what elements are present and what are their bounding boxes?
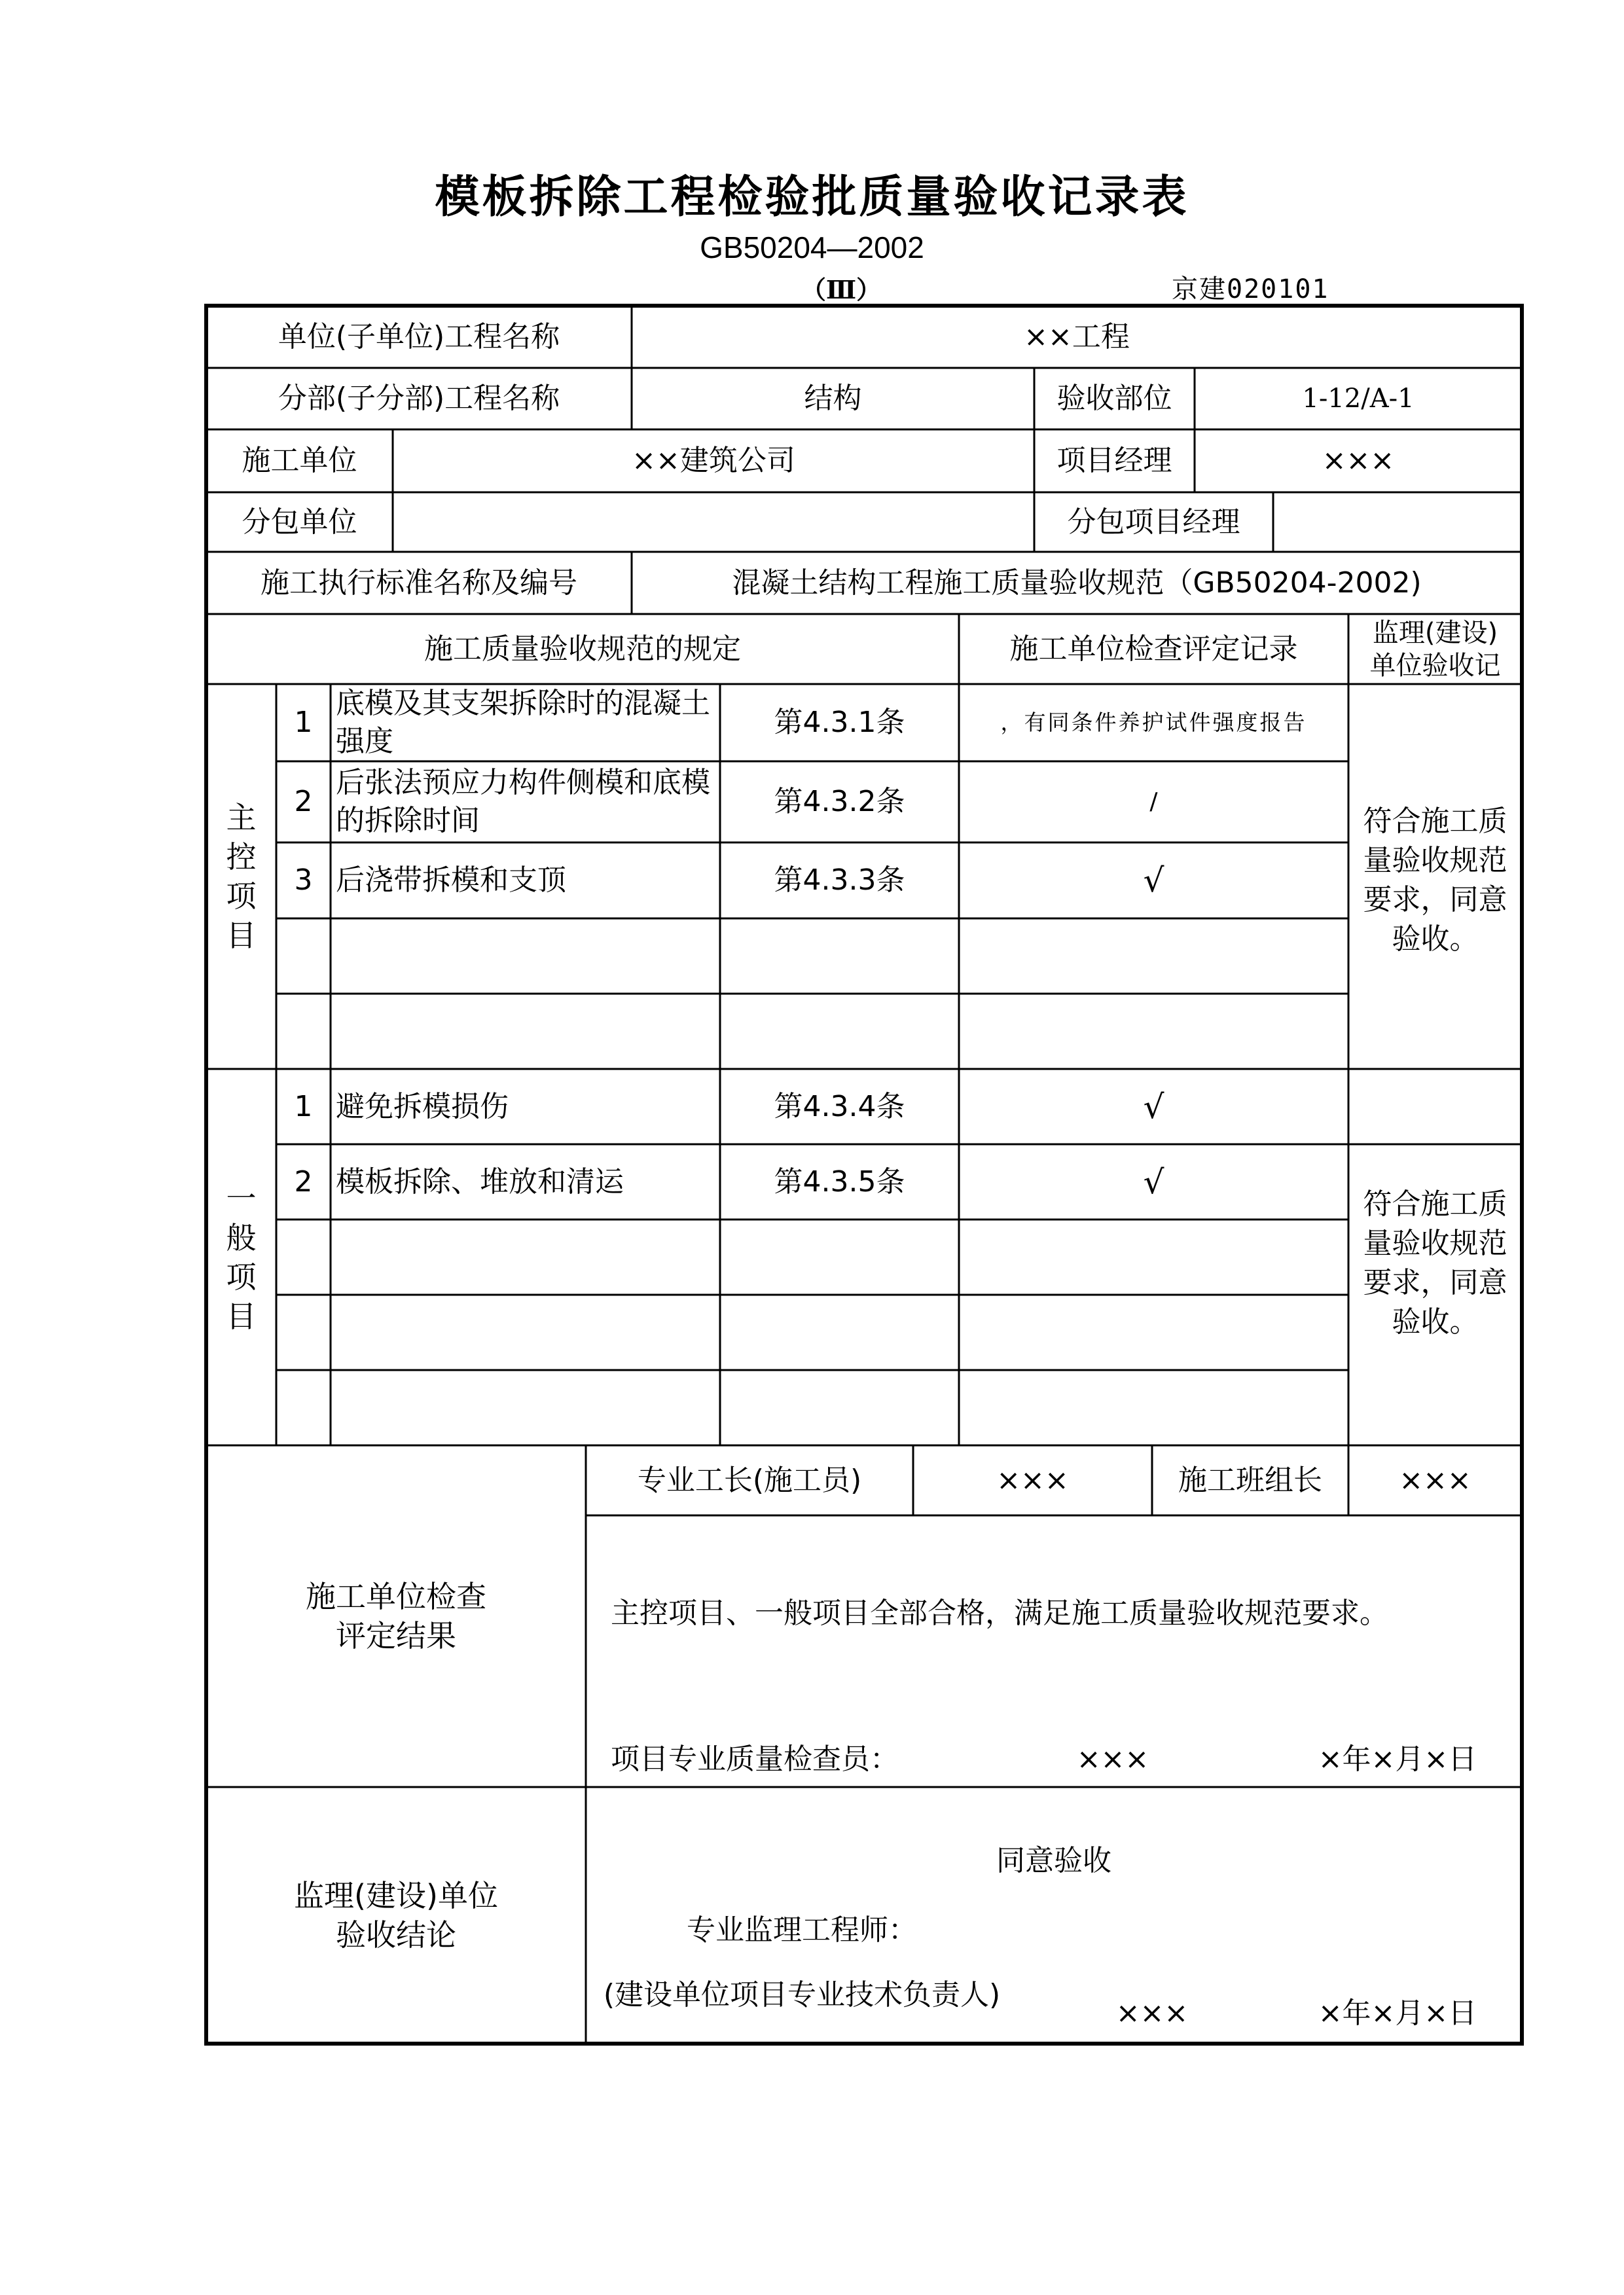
main-item-record: / <box>1149 788 1158 815</box>
main-label-char: 项 <box>226 878 257 914</box>
check-result-label <box>206 1445 586 1787</box>
team-leader-value: ××× <box>1399 1463 1471 1497</box>
exec-standard-label: 施工执行标准名称及编号 <box>261 566 577 600</box>
spec-column-header: 施工质量验收规范的规定 <box>424 632 741 666</box>
main-item-desc: 后张法预应力构件侧模和底模的拆除时间 <box>336 766 710 837</box>
foreman-label: 专业工长(施工员) <box>637 1463 862 1497</box>
main-item-no: 1 <box>294 706 313 739</box>
check-date: ×年×月×日 <box>1318 1743 1477 1776</box>
unit-project-value: ××工程 <box>1024 319 1130 353</box>
conclusion-label <box>206 1787 586 2044</box>
inspector-label: 项目专业质量检查员： <box>611 1743 899 1776</box>
supervisor-header-line2: 单位验收记 <box>1369 650 1501 681</box>
contractor-value: ××建筑公司 <box>632 444 795 477</box>
form-code: 京建020101 <box>1172 274 1329 304</box>
engineer-value: ××× <box>1115 1997 1189 2030</box>
division-value: 结构 <box>804 382 862 415</box>
general-item-desc: 避免拆模损伤 <box>336 1089 509 1123</box>
inspector-value: ××× <box>1076 1743 1149 1776</box>
general-item-desc: 模板拆除、堆放和清运 <box>336 1165 624 1199</box>
general-item-clause: 第4.3.4条 <box>774 1089 905 1123</box>
project-manager-label: 项目经理 <box>1056 444 1172 477</box>
standard-code: GB50204—2002 <box>700 230 924 264</box>
conclusion-date: ×年×月×日 <box>1318 1997 1477 2030</box>
record-column-header: 施工单位检查评定记录 <box>1009 632 1298 666</box>
subcontractor-label: 分包单位 <box>242 505 357 539</box>
section-number: （Ⅲ） <box>801 275 882 304</box>
main-item-clause: 第4.3.2条 <box>774 785 905 818</box>
exec-standard-value: 混凝土结构工程施工质量验收规范（GB50204-2002) <box>732 566 1422 600</box>
general-label-char: 项 <box>226 1259 257 1295</box>
engineer-sub-label: (建设单位项目专业技术负责人) <box>603 1978 1001 2012</box>
main-control-verdict: 符合施工质量验收规范要求，同意验收。 <box>1363 804 1507 956</box>
form-title: 模板拆除工程检验批质量验收记录表 <box>435 172 1189 223</box>
main-item-desc: 底模及其支架拆除时的混凝土强度 <box>336 687 710 758</box>
main-item-no: 3 <box>294 863 313 897</box>
conclusion-text: 同意验收 <box>996 1844 1111 1877</box>
contractor-label: 施工单位 <box>242 444 357 477</box>
general-item-record: √ <box>1143 1087 1164 1126</box>
main-control-label <box>206 684 276 1069</box>
conclusion-label-line1: 监理(建设)单位 <box>294 1878 498 1913</box>
main-label-char: 目 <box>226 918 257 953</box>
team-leader-label: 施工班组长 <box>1178 1463 1322 1497</box>
general-label <box>206 1069 276 1445</box>
main-item-record: ，有同条件养护试件强度报告 <box>1000 710 1307 735</box>
general-verdict: 符合施工质量验收规范要求，同意验收。 <box>1363 1187 1507 1339</box>
engineer-label: 专业监理工程师： <box>687 1913 917 1947</box>
general-item-record: √ <box>1143 1163 1164 1201</box>
check-result-line1: 施工单位检查 <box>306 1579 486 1614</box>
general-label-char: 般 <box>226 1220 257 1256</box>
conclusion-label-line2: 验收结论 <box>336 1917 456 1953</box>
general-item-clause: 第4.3.5条 <box>774 1165 905 1199</box>
check-result-line2: 评定结果 <box>336 1618 456 1653</box>
foreman-value: ××× <box>996 1463 1069 1497</box>
main-item-no: 2 <box>294 785 313 818</box>
general-label-char: 一 <box>226 1180 257 1216</box>
sub-pm-value <box>1273 492 1522 552</box>
check-result-text: 主控项目、一般项目全部合格，满足施工质量验收规范要求。 <box>611 1597 1388 1630</box>
main-label-char: 控 <box>226 839 257 875</box>
main-item-clause: 第4.3.3条 <box>774 863 905 897</box>
project-manager-value: ××× <box>1322 444 1395 477</box>
division-label: 分部(子分部)工程名称 <box>278 382 560 415</box>
main-label-char: 主 <box>226 800 257 835</box>
main-item-desc: 后浇带拆模和支顶 <box>336 863 566 897</box>
general-item-no: 1 <box>294 1089 313 1123</box>
sub-pm-label: 分包项目经理 <box>1067 505 1240 539</box>
supervisor-header-line1: 监理(建设) <box>1372 617 1498 648</box>
inspection-part-label: 验收部位 <box>1056 382 1172 415</box>
general-label-char: 目 <box>226 1298 257 1334</box>
general-item-no: 2 <box>294 1165 313 1199</box>
inspection-part-value: 1-12/A-1 <box>1302 384 1415 414</box>
main-item-clause: 第4.3.1条 <box>774 706 905 739</box>
supervisor-column-header <box>1348 614 1522 684</box>
unit-project-label: 单位(子单位)工程名称 <box>278 319 560 353</box>
subcontractor-value <box>393 492 1034 552</box>
main-item-record: √ <box>1143 861 1164 899</box>
